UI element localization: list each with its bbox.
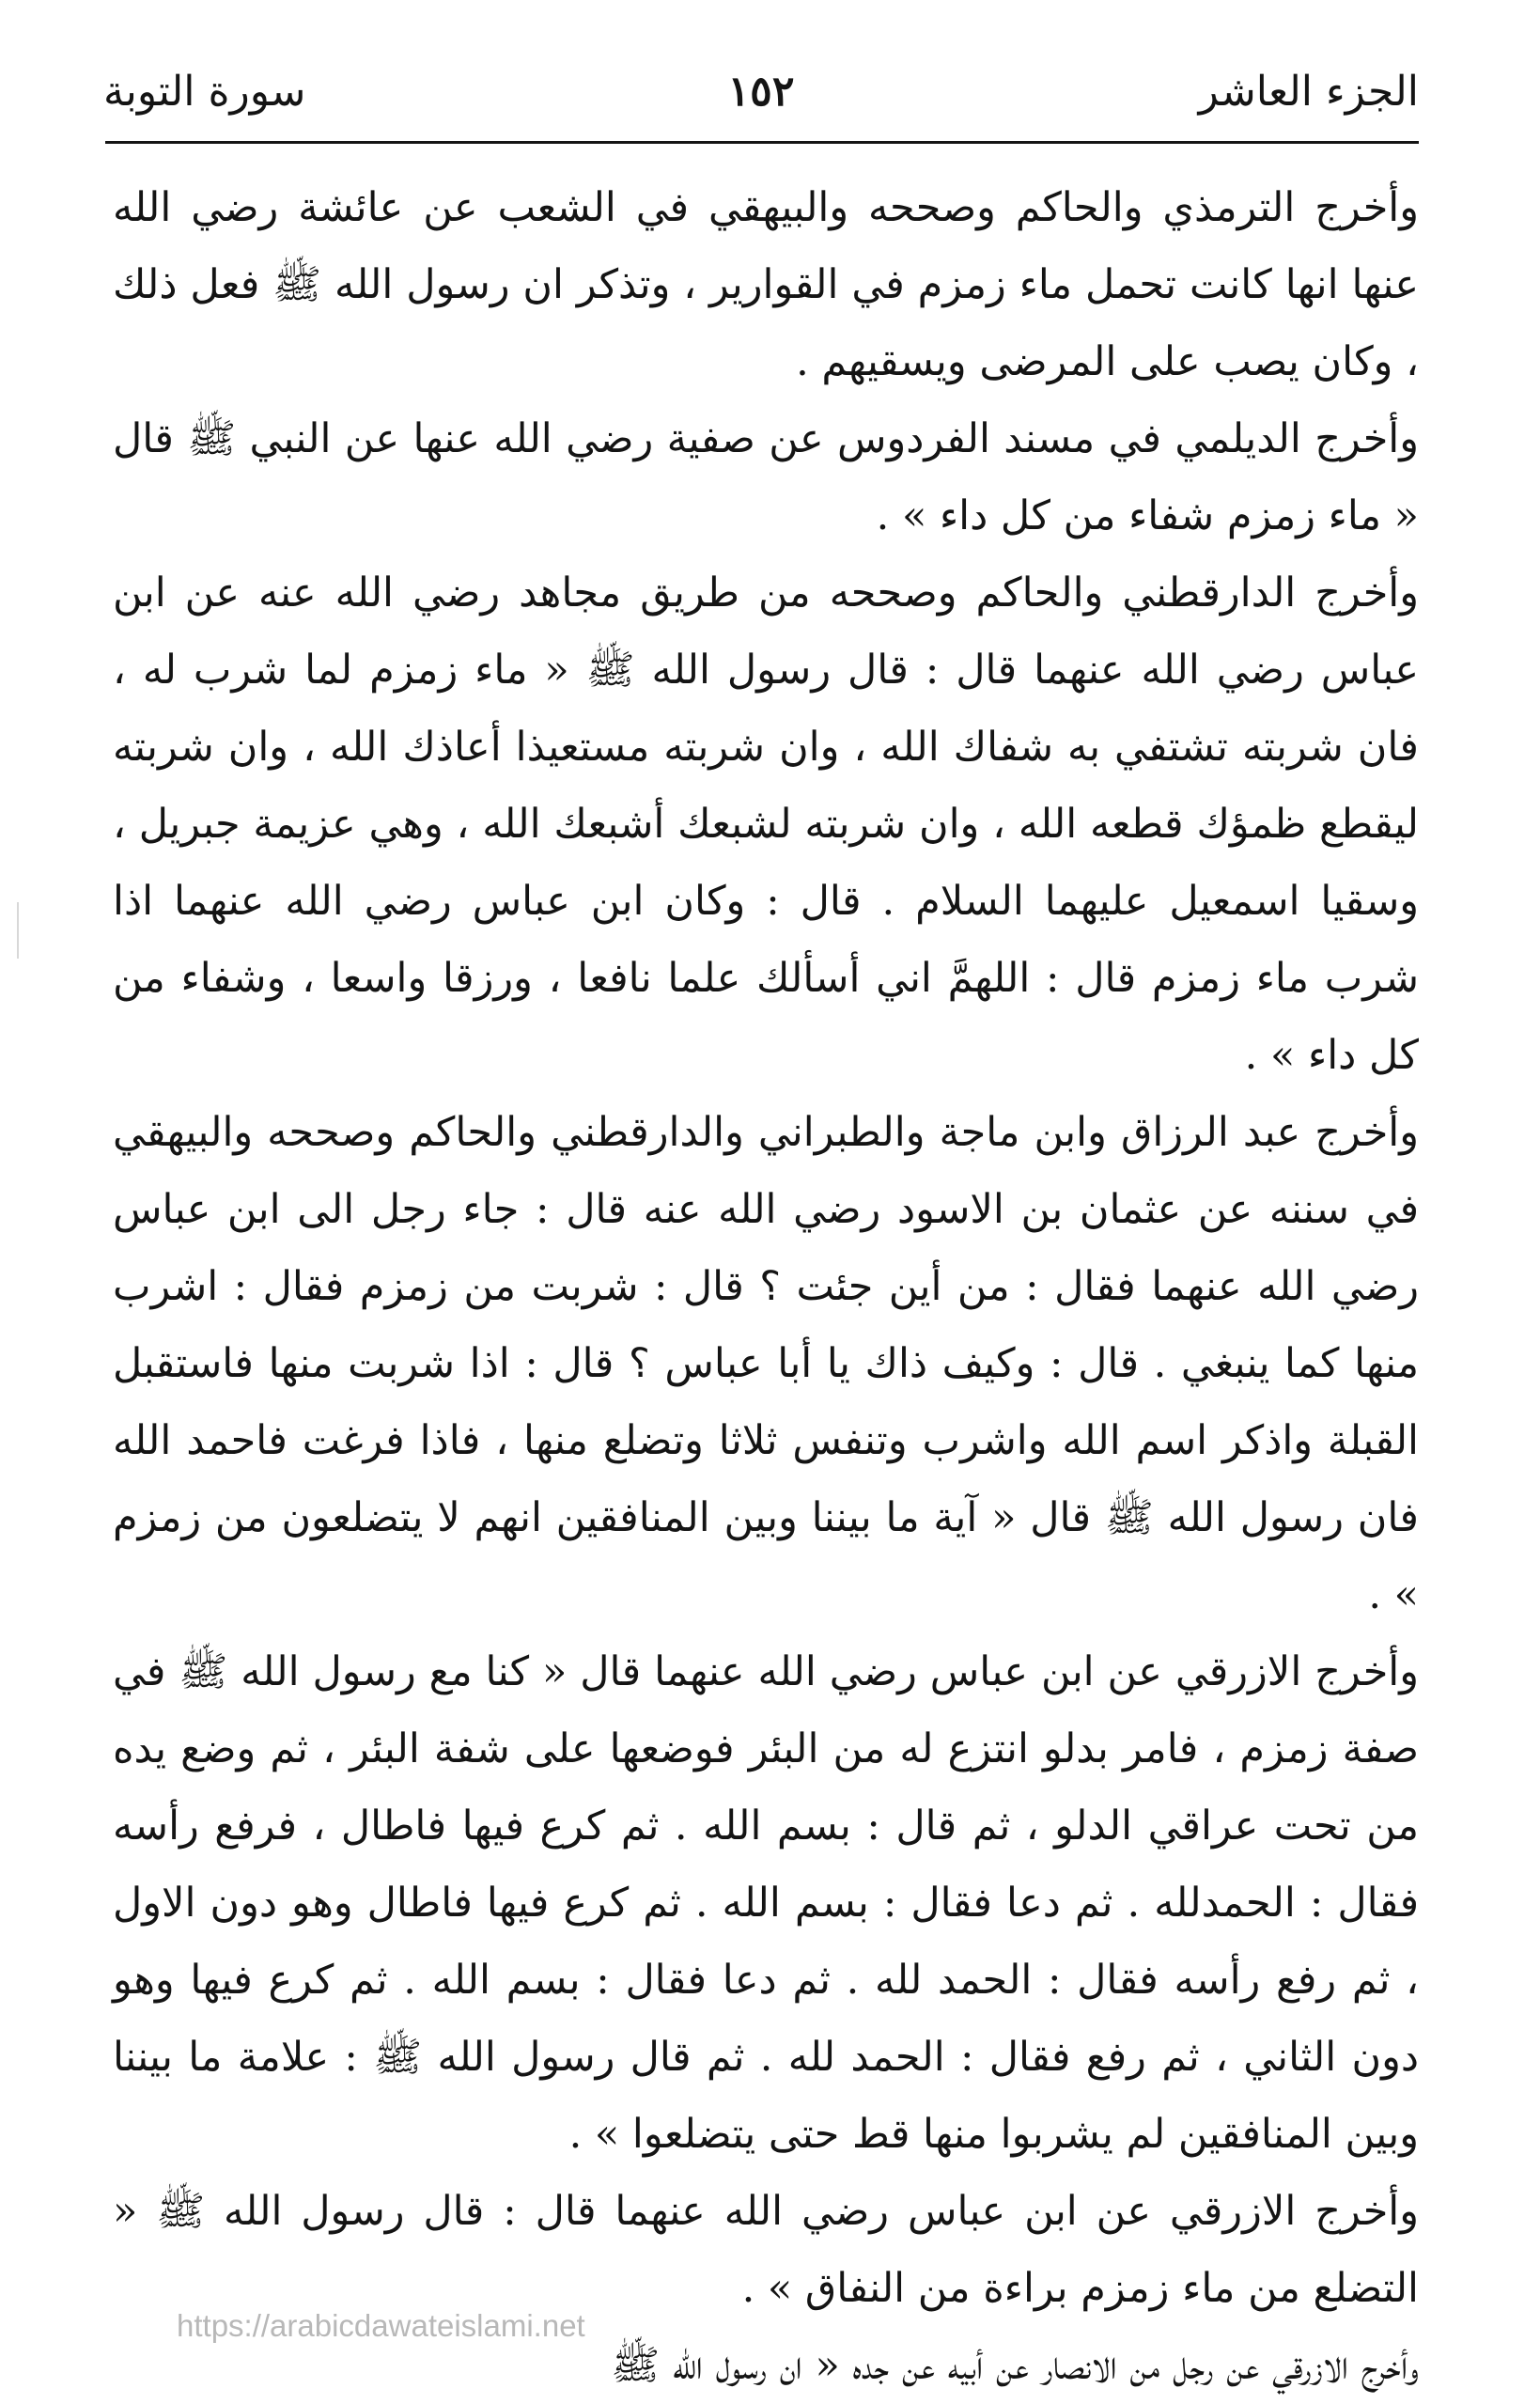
- watermark-url: https://arabicdawateislami.net: [177, 2308, 585, 2343]
- paragraph-1: وأخرج الترمذي والحاكم وصححه والبيهقي في الشعب عن عائشة رضي الله عنها انها كانت تحمل ماء زمزم في القوارير ، وتذكر ان رسول الله ﷺ فعل ذلك ، وكان يصب على المرضى ويسقيهم .: [113, 184, 1419, 385]
- margin-scan-mark: [17, 902, 19, 959]
- paragraph-3: وأخرج الدارقطني والحاكم وصححه من طريق مجاهد رضي الله عنه عن ابن عباس رضي الله عنهما قال : قال رسول الله ﷺ « ماء زمزم لما شرب له ، فان شربته تشتفي به شفاك الله ، وان شربته مستعيذا أعاذك الله ، وان شربته ليقطع ظمؤك قطعه الله ، وان شربته لشبعك أشبعك الله ، وهي عزيمة جبريل ، وسقيا اسمعيل عليهما السلام . قال : وكان ابن عباس رضي الله عنهما اذا شرب ماء زمزم قال : اللهمَّ اني أسألك علما نافعا ، ورزقا واسعا ، وشفاء من كل داء » .: [113, 570, 1419, 1079]
- paragraph-7: وأخرج الازرقي عن رجل من الانصار عن أبيه عن جده « ان رسول الله ﷺ: [611, 2342, 1419, 2389]
- header-part-label: الجزء العاشر: [1198, 68, 1419, 116]
- header-rule: [105, 141, 1419, 144]
- paragraph-5: وأخرج الازرقي عن ابن عباس رضي الله عنهما قال « كنا مع رسول الله ﷺ في صفة زمزم ، فامر بدلو انتزع له من البئر فوضعها على شفة البئر ، ثم وضع يده من تحت عراقي الدلو ، ثم قال : بسم الله . ثم كرع فيها فاطال ، فرفع رأسه فقال : الحمدلله . ثم دعا فقال : بسم الله . ثم كرع فيها فاطال وهو دون الاول ، ثم رفع رأسه فقال : الحمد لله . ثم دعا فقال : بسم الله . ثم كرع فيها وهو دون الثاني ، ثم رفع فقال : الحمد لله . ثم قال رسول الله ﷺ : علامة ما بيننا وبين المنافقين لم يشربوا منها قط حتى يتضلعوا » .: [113, 1648, 1419, 2158]
- paragraph-2: وأخرج الديلمي في مسند الفردوس عن صفية رضي الله عنها عن النبي ﷺ قال « ماء زمزم شفاء من كل داء » .: [113, 415, 1419, 539]
- paragraph-4: وأخرج عبد الرزاق وابن ماجة والطبراني والدارقطني والحاكم وصححه والبيهقي في سننه عن عثمان بن الاسود رضي الله عنه قال : جاء رجل الى ابن عباس رضي الله عنهما فقال : من أين جئت ؟ قال : شربت من زمزم فقال : اشرب منها كما ينبغي . قال : وكيف ذاك يا أبا عباس ؟ قال : اذا شربت منها فاستقبل القبلة واذكر اسم الله واشرب وتنفس ثلاثا وتضلع منها ، فاذا فرغت فاحمد الله فان رسول الله ﷺ قال « آية ما بيننا وبين المنافقين انهم لا يتضلعون من زمزم » .: [113, 1109, 1419, 1618]
- paragraph-6: وأخرج الازرقي عن ابن عباس رضي الله عنهما قال : قال رسول الله ﷺ « التضلع من ماء زمزم براءة من النفاق » .: [113, 2188, 1419, 2312]
- page-body: [113, 169, 1419, 2404]
- page-number: ١٥٢: [727, 68, 795, 116]
- page-header: [103, 55, 1419, 130]
- header-surah-label: سورة التوبة: [103, 68, 306, 116]
